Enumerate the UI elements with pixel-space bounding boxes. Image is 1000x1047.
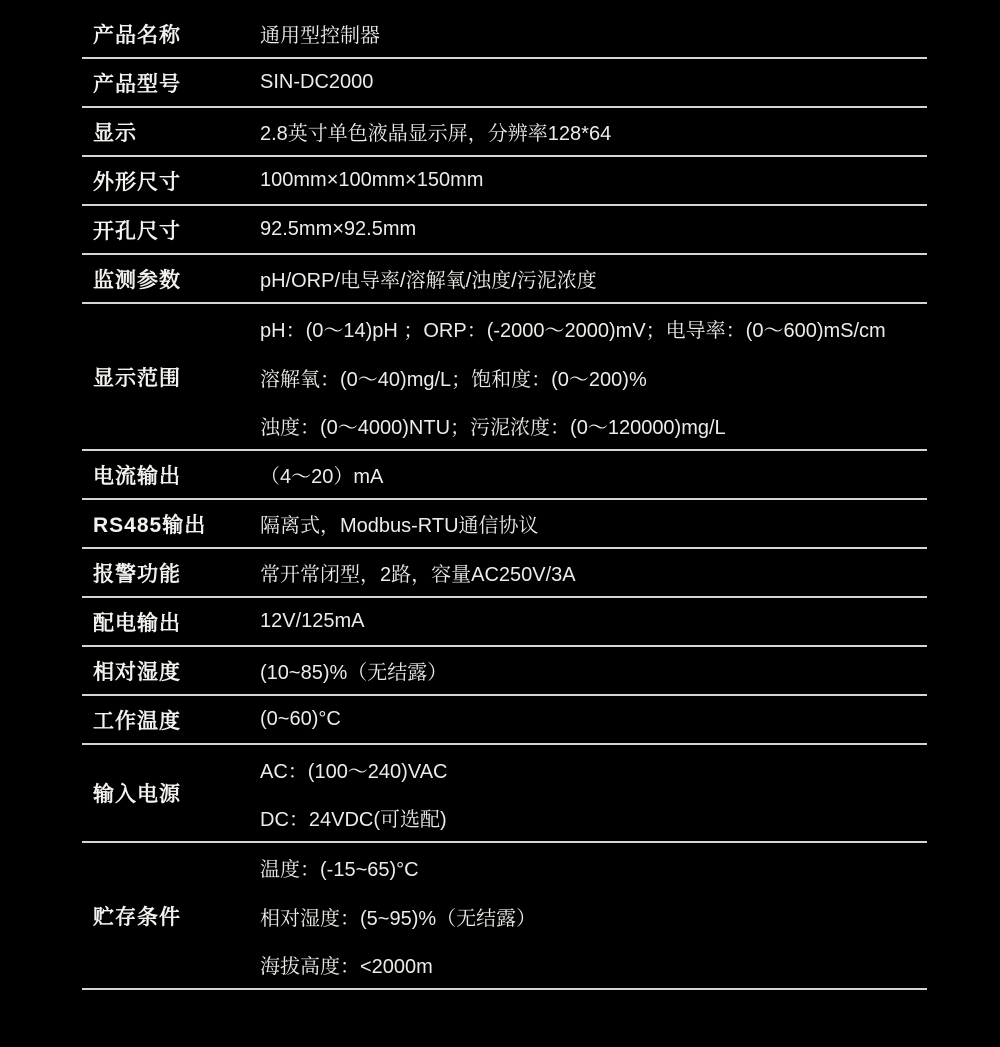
spec-value-group <box>260 108 927 155</box>
spec-row <box>82 157 927 206</box>
spec-value-group <box>260 598 927 645</box>
spec-label: 外形尺寸 <box>93 170 181 194</box>
spec-value-line: 通用型控制器 <box>260 25 380 47</box>
spec-row <box>82 647 927 696</box>
spec-value-line: （4～20）mA <box>260 466 384 488</box>
spec-value-line: 浊度：(0～4000)NTU；污泥浓度：(0～120000)mg/L <box>260 417 726 439</box>
spec-label: RS485输出 <box>93 513 207 537</box>
spec-table <box>82 10 927 990</box>
spec-value-line: 2.8英寸单色液晶显示屏，分辨率128*64 <box>260 123 612 145</box>
spec-value-line: DC：24VDC(可选配) <box>260 809 447 831</box>
spec-value-group <box>260 304 927 449</box>
spec-value-line: 温度：(-15~65)°C <box>260 859 419 881</box>
spec-value-line: (0~60)°C <box>260 708 341 730</box>
spec-row <box>82 696 927 745</box>
spec-label: 工作温度 <box>93 709 181 733</box>
spec-label: 输入电源 <box>93 783 181 806</box>
spec-row <box>82 549 927 598</box>
spec-value-line: 100mm×100mm×150mm <box>260 169 484 191</box>
spec-row <box>82 451 927 500</box>
spec-value-group <box>260 206 927 253</box>
spec-label: 产品名称 <box>93 23 181 47</box>
spec-value-line: 12V/125mA <box>260 610 365 632</box>
spec-value-group <box>260 843 927 988</box>
spec-label: 相对湿度 <box>93 660 181 684</box>
spec-row <box>82 59 927 108</box>
spec-label: 开孔尺寸 <box>93 219 181 243</box>
spec-row <box>82 598 927 647</box>
spec-value-group <box>260 696 927 743</box>
spec-row <box>82 500 927 549</box>
spec-row <box>82 10 927 59</box>
spec-value-group <box>260 500 927 547</box>
spec-row <box>82 843 927 990</box>
spec-value-line: pH：(0～14)pH ；ORP：(-2000～2000)mV；电导率：(0～600)mS/cm <box>260 320 886 342</box>
spec-row <box>82 745 927 843</box>
spec-label: 显示 <box>93 121 137 145</box>
spec-value-line: pH/ORP/电导率/溶解氧/浊度/污泥浓度 <box>260 270 597 292</box>
spec-value-group <box>260 255 927 302</box>
spec-label: 产品型号 <box>93 72 181 96</box>
spec-label: 电流输出 <box>93 464 181 488</box>
spec-value-line: 隔离式，Modbus-RTU通信协议 <box>260 515 539 537</box>
spec-value-line: SIN-DC2000 <box>260 71 374 93</box>
spec-label: 贮存条件 <box>93 905 181 929</box>
spec-value-group <box>260 647 927 694</box>
spec-row <box>82 206 927 255</box>
spec-label: 监测参数 <box>93 268 181 292</box>
spec-value-line: 92.5mm×92.5mm <box>260 218 417 240</box>
spec-value-group <box>260 451 927 498</box>
spec-row <box>82 255 927 304</box>
spec-value-group <box>260 745 927 841</box>
spec-value-group <box>260 10 927 57</box>
spec-value-group <box>260 157 927 204</box>
spec-value-line: AC：(100～240)VAC <box>260 761 448 783</box>
spec-row <box>82 108 927 157</box>
spec-value-line: 常开常闭型，2路，容量AC250V/3A <box>260 564 576 586</box>
spec-value-line: 海拔高度：<2000m <box>260 956 433 978</box>
spec-value-line: 相对湿度：(5~95)%（无结露） <box>260 908 537 930</box>
spec-row <box>82 304 927 451</box>
spec-label: 配电输出 <box>93 611 181 635</box>
spec-value-line: (10~85)%（无结露） <box>260 662 448 684</box>
spec-value-line: 溶解氧：(0～40)mg/L；饱和度：(0～200)% <box>260 369 647 391</box>
spec-value-group <box>260 59 927 106</box>
spec-label: 报警功能 <box>93 562 181 586</box>
spec-value-group <box>260 549 927 596</box>
spec-label: 显示范围 <box>93 366 181 390</box>
